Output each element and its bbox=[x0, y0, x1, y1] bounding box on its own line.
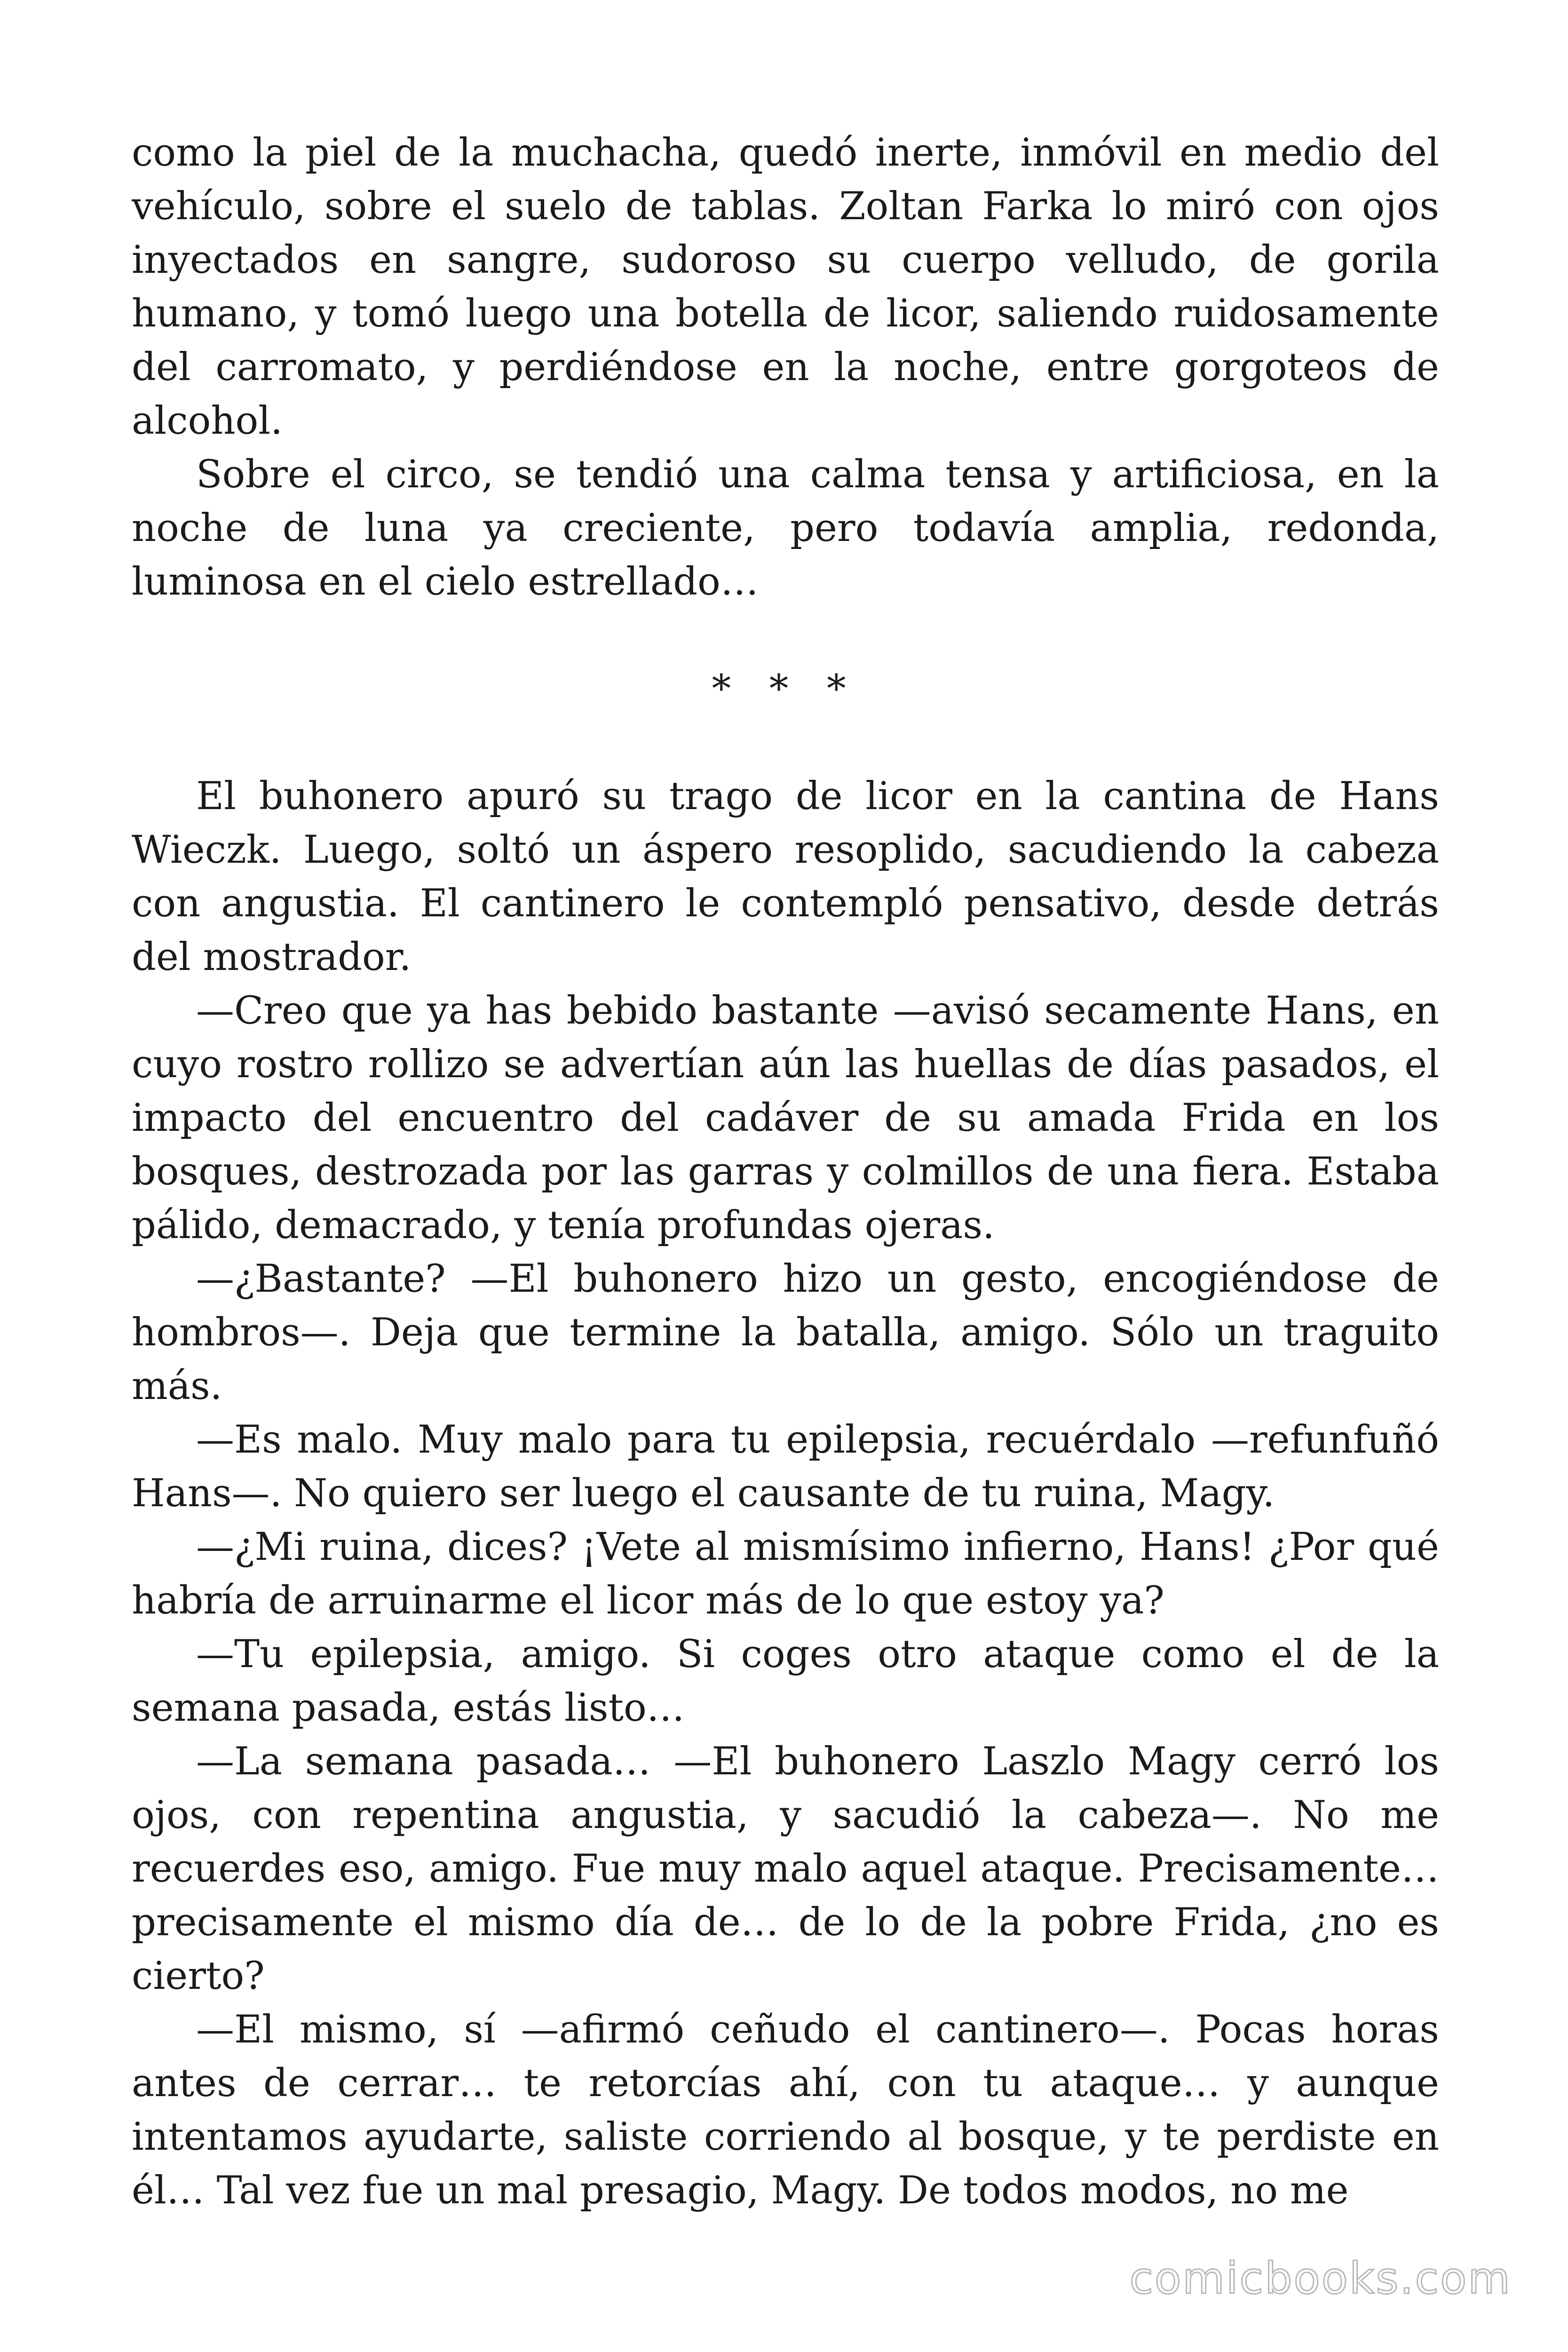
paragraph: —La semana pasada… —El buhonero Laszlo Magy cerró los ojos, con repentina angustia, y sacudió la cabeza—. No me recuerdes eso, amigo. Fue muy malo aquel ataque. Precisamente… precisamente el mismo día de… de lo de la pobre Frida, ¿no es cierto? bbox=[132, 1740, 1439, 1998]
paragraph: —Es malo. Muy malo para tu epilepsia, recuérdalo —refunfuñó Hans—. No quiero ser luego el causante de tu ruina, Magy. bbox=[132, 1418, 1439, 1516]
paragraph: —¿Mi ruina, dices? ¡Vete al mismísimo infierno, Hans! ¿Por qué habría de arruinarme el licor más de lo que estoy ya? bbox=[132, 1525, 1439, 1623]
watermark: comicbooks.com bbox=[1129, 2253, 1512, 2304]
paragraph: —El mismo, sí —afirmó ceñudo el cantinero—. Pocas horas antes de cerrar… te retorcías ahí, con tu ataque… y aunque intentamos ayudarte, saliste corriendo al bosque, y te perdiste en él… Tal vez fue un mal presagio, Magy. De todos modos, no me bbox=[132, 2008, 1439, 2213]
paragraph: El buhonero apuró su trago de licor en la cantina de Hans Wieczk. Luego, soltó un áspero resoplido, sacudiendo la cabeza con angustia. El cantinero le contempló pensativo, desde detrás del mostrador. bbox=[132, 774, 1439, 979]
paragraph: —Creo que ya has bebido bastante —avisó secamente Hans, en cuyo rostro rollizo se advertían aún las huellas de días pasados, el impacto del encuentro del cadáver de su amada Frida en los bosques, destrozada por las garras y colmillos de una fiera. Estaba pálido, demacrado, y tenía profundas ojeras. bbox=[132, 989, 1439, 1248]
paragraph: como la piel de la muchacha, quedó inerte, inmóvil en medio del vehículo, sobre el suelo de tablas. Zoltan Farka lo miró con ojos inyectados en sangre, sudoroso su cuerpo velludo, de gorila humano, y tomó luego una botella de licor, saliendo ruidosamente del carromato, y perdiéndose en la noche, entre gorgoteos de alcohol. bbox=[132, 131, 1439, 443]
paragraph: —¿Bastante? —El buhonero hizo un gesto, encogiéndose de hombros—. Deja que termine la batalla, amigo. Sólo un traguito más. bbox=[132, 1257, 1439, 1408]
page-body bbox=[132, 126, 1439, 2217]
section-separator: * * * bbox=[712, 667, 859, 711]
paragraph: Sobre el circo, se tendió una calma tensa y artificiosa, en la noche de luna ya creciente, pero todavía amplia, redonda, luminosa en el cielo estrellado… bbox=[132, 453, 1439, 604]
paragraph: —Tu epilepsia, amigo. Si coges otro ataque como el de la semana pasada, estás listo… bbox=[132, 1632, 1439, 1730]
